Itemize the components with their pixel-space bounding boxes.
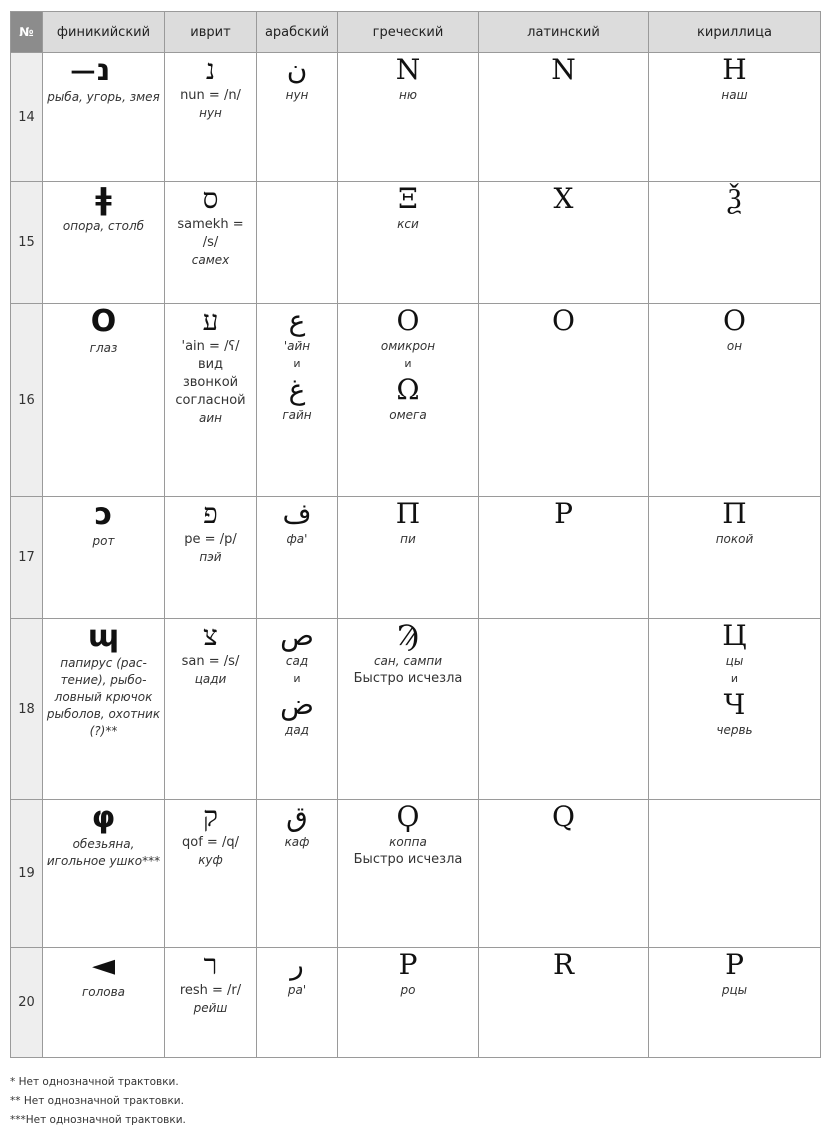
phoenician-resh-glyph: ◄ <box>91 948 116 983</box>
arabic-letter: ن <box>286 53 308 86</box>
header-row <box>11 12 821 53</box>
cyrillic-letter: Н <box>722 53 747 86</box>
phoenician-pe-glyph: ɔ <box>94 497 113 532</box>
arabic-cell <box>257 800 338 948</box>
arabic-cell <box>257 497 338 619</box>
header-phoenician: финикийский <box>43 12 165 53</box>
latin-letter: X <box>553 182 574 215</box>
phoenician-samekh-glyph: ǂ <box>95 182 112 217</box>
latin-cell <box>479 182 649 304</box>
phoenician-cell <box>43 304 165 497</box>
footnote: ** Нет однозначной трактовки. <box>10 1095 184 1107</box>
greek-letter-name: ню <box>399 88 417 102</box>
hebrew-letter: ק <box>203 800 218 833</box>
greek-cell <box>338 304 479 497</box>
arabic-letter-name: 'айн <box>283 339 311 353</box>
hebrew-cell <box>165 53 257 182</box>
arabic-cell <box>257 948 338 1058</box>
greek-cell <box>338 619 479 800</box>
greek-letter-name: ро <box>400 983 416 997</box>
alphabet-table <box>10 11 821 1058</box>
cyrillic-cell <box>649 948 821 1058</box>
table-row <box>11 304 821 497</box>
phoenician-qof-glyph: φ <box>91 800 116 835</box>
phoenician-meaning: обезьяна, игольное ушко*** <box>46 837 161 868</box>
latin-cell <box>479 53 649 182</box>
latin-letter: R <box>552 948 575 981</box>
hebrew-letter-name: самех <box>191 253 230 267</box>
table-row <box>11 800 821 948</box>
row-number: 17 <box>11 497 43 619</box>
hebrew-letter: פ <box>203 497 218 530</box>
greek-letter-name: кси <box>397 217 419 231</box>
greek-cell <box>338 53 479 182</box>
cyrillic-letter: П <box>722 497 747 530</box>
cyrillic-letter-name: рцы <box>721 983 748 997</box>
hebrew-note: san = /s/ <box>181 654 240 669</box>
greek-letter: N <box>395 53 421 86</box>
arabic-cell <box>257 619 338 800</box>
greek-letter: Ω <box>396 373 420 406</box>
phoenician-meaning: рот <box>92 534 115 548</box>
greek-conjunction: и <box>404 357 412 370</box>
phoenician-cell <box>43 53 165 182</box>
greek-letter: Ξ <box>398 182 418 215</box>
greek-letter-name: коппа <box>389 835 427 849</box>
hebrew-letter: ס <box>202 182 219 215</box>
hebrew-letter-name: цади <box>194 672 227 686</box>
hebrew-note: /s/ <box>202 235 219 250</box>
latin-cell <box>479 497 649 619</box>
greek-letter: O <box>396 304 420 337</box>
header-number: № <box>11 12 43 53</box>
latin-cell <box>479 800 649 948</box>
latin-letter: O <box>552 304 575 337</box>
header-cyrillic: кириллица <box>649 12 821 53</box>
footnote: ***Нет однозначной трактовки. <box>10 1114 186 1126</box>
phoenician-meaning: опора, столб <box>62 219 145 233</box>
footnote: * Нет однозначной трактовки. <box>10 1076 179 1088</box>
table-row <box>11 497 821 619</box>
cyrillic-cell <box>649 619 821 800</box>
arabic-letter-name: фа' <box>286 532 308 546</box>
cyrillic-letter-name: цы <box>725 654 744 668</box>
footnotes <box>10 1073 186 1130</box>
hebrew-letter: נ <box>205 53 216 86</box>
hebrew-note: звонкой <box>182 375 239 390</box>
hebrew-letter: צ <box>203 619 218 652</box>
greek-letter: Ϙ <box>396 800 420 833</box>
latin-letter: Q <box>552 800 575 833</box>
phoenician-cell <box>43 619 165 800</box>
arabic-letter: ر <box>290 948 304 981</box>
latin-cell <box>479 948 649 1058</box>
arabic-conjunction: и <box>293 357 301 370</box>
arabic-letter: ف <box>282 497 312 530</box>
row-number: 16 <box>11 304 43 497</box>
arabic-letter-name: каф <box>284 835 310 849</box>
phoenician-meaning: голова <box>81 985 126 999</box>
hebrew-note: samekh = <box>177 217 244 232</box>
phoenician-ayin-glyph: O <box>90 304 117 339</box>
latin-cell <box>479 619 649 800</box>
hebrew-letter: ע <box>202 304 219 337</box>
row-number: 20 <box>11 948 43 1058</box>
table-row <box>11 619 821 800</box>
greek-cell <box>338 182 479 304</box>
cyrillic-letter-name: наш <box>721 88 748 102</box>
latin-letter: P <box>554 497 573 530</box>
greek-letter-name: сан, сампи <box>373 654 443 668</box>
arabic-cell <box>257 304 338 497</box>
table-row <box>11 53 821 182</box>
hebrew-cell <box>165 800 257 948</box>
greek-letter-name: омега <box>389 408 427 422</box>
row-number: 14 <box>11 53 43 182</box>
row-number: 15 <box>11 182 43 304</box>
row-number: 19 <box>11 800 43 948</box>
greek-letter: P <box>398 948 418 981</box>
phoenician-meaning: рыба, угорь, змея <box>47 90 160 104</box>
arabic-letter-name: ра' <box>287 983 307 997</box>
phoenician-tsade-glyph: ɰ <box>87 619 120 654</box>
arabic-conjunction: и <box>293 672 301 685</box>
greek-letter: Ϡ <box>397 619 419 652</box>
cyrillic-letter: Ч <box>723 688 746 721</box>
greek-letter: Π <box>395 497 421 530</box>
arabic-cell <box>257 182 338 304</box>
table-row <box>11 182 821 304</box>
arabic-letter-name: сад <box>285 654 309 668</box>
hebrew-note: согласной <box>175 393 246 408</box>
hebrew-letter-name: пэй <box>199 550 222 564</box>
phoenician-meaning: папирус (рас-тение), рыбо-ловный крючок рыболов, охотник (?)** <box>46 656 161 738</box>
arabic-letter-name: дад <box>285 723 309 737</box>
latin-letter: N <box>551 53 576 86</box>
cyrillic-letter: Ѯ <box>727 182 742 215</box>
phoenician-nun-glyph: נ̶ <box>96 53 111 88</box>
cyrillic-letter-name: червь <box>716 723 753 737</box>
table-row <box>11 948 821 1058</box>
hebrew-letter-name: аин <box>199 411 222 425</box>
arabic-letter: ع <box>288 304 306 337</box>
hebrew-note: 'ain = /ʕ/ <box>181 339 240 354</box>
greek-note: Быстро исчезла <box>353 671 463 686</box>
cyrillic-cell <box>649 182 821 304</box>
arabic-letter: ض <box>280 688 314 721</box>
hebrew-letter-name: нун <box>199 106 222 120</box>
hebrew-note: вид <box>197 357 224 372</box>
hebrew-note: qof = /q/ <box>182 835 239 850</box>
cyrillic-letter-name: покой <box>715 532 754 546</box>
hebrew-letter-name: рейш <box>193 1001 228 1015</box>
greek-cell <box>338 497 479 619</box>
hebrew-cell <box>165 497 257 619</box>
header-hebrew: иврит <box>165 12 257 53</box>
arabic-letter: ق <box>286 800 308 833</box>
hebrew-note: pe = /p/ <box>184 532 237 547</box>
hebrew-letter-name: куф <box>198 853 223 867</box>
hebrew-note: nun = /n/ <box>180 88 241 103</box>
phoenician-cell <box>43 948 165 1058</box>
phoenician-meaning: глаз <box>89 341 118 355</box>
row-number: 18 <box>11 619 43 800</box>
hebrew-cell <box>165 619 257 800</box>
greek-cell <box>338 800 479 948</box>
cyrillic-cell <box>649 53 821 182</box>
header-greek: греческий <box>338 12 479 53</box>
cyrillic-cell <box>649 304 821 497</box>
arabic-cell <box>257 53 338 182</box>
arabic-letter: غ <box>288 373 306 406</box>
cyrillic-letter: Ц <box>722 619 747 652</box>
header-arabic: арабский <box>257 12 338 53</box>
arabic-letter-name: гайн <box>282 408 312 422</box>
cyrillic-letter: Р <box>725 948 744 981</box>
greek-note: Быстро исчезла <box>353 852 463 867</box>
cyrillic-cell <box>649 800 821 948</box>
hebrew-letter: ר <box>203 948 218 981</box>
header-latin: латинский <box>479 12 649 53</box>
table-body <box>11 53 821 1058</box>
hebrew-note: resh = /r/ <box>179 983 242 998</box>
latin-cell <box>479 304 649 497</box>
phoenician-cell <box>43 182 165 304</box>
cyrillic-conjunction: и <box>730 672 739 685</box>
arabic-letter: ص <box>280 619 314 652</box>
greek-letter-name: пи <box>400 532 416 546</box>
arabic-letter-name: нун <box>285 88 309 102</box>
phoenician-cell <box>43 800 165 948</box>
cyrillic-cell <box>649 497 821 619</box>
greek-cell <box>338 948 479 1058</box>
hebrew-cell <box>165 948 257 1058</box>
greek-letter-name: омикрон <box>380 339 436 353</box>
phoenician-cell <box>43 497 165 619</box>
hebrew-cell <box>165 182 257 304</box>
cyrillic-letter-name: он <box>726 339 743 353</box>
hebrew-cell <box>165 304 257 497</box>
cyrillic-letter: О <box>723 304 746 337</box>
